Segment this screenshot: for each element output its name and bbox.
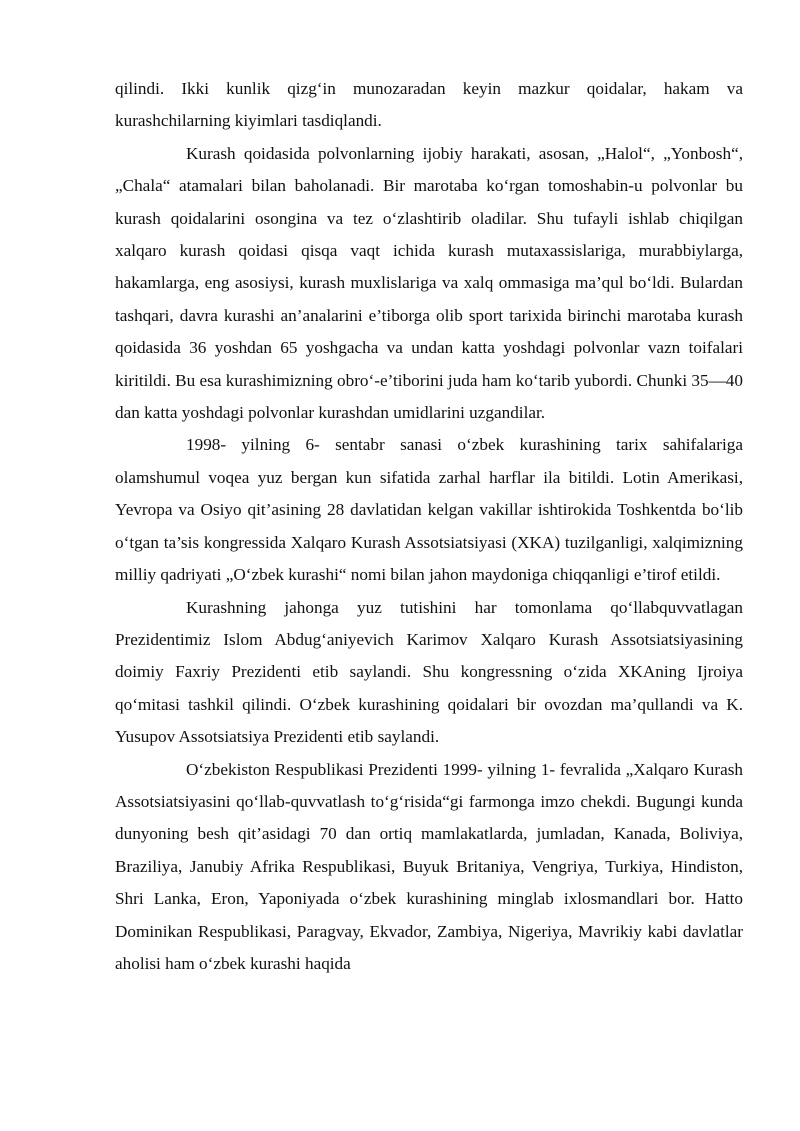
paragraph-4: Kurashning jahonga yuz tutishini har tomonlama qo‘llabquvvatlagan Prezidentimiz Islom Abdug‘aniyevich Karimov Xalqaro Kurash Assotsiatsiyasining doimiy Faxriy Prezidenti etib saylandi. Shu kongressning o‘zida XKAning Ijroiya qo‘mitasi tashkil qilindi. O‘zbek kurashining qoidalari bir ovozdan ma’qullandi va K. Yusupov Assotsiatsiya Prezidenti etib saylandi. xyxy=(115,597,743,747)
paragraph-3: 1998- yilning 6- sentabr sanasi o‘zbek kurashining tarix sahifalariga olamshumul voqea yuz bergan kun sifatida zarhal harflar ila bitildi. Lotin Amerikasi, Yevropa va Osiyo qit’asining 28 davlatidan kelgan vakillar ishtirokida Toshkentda bo‘lib o‘tgan ta’sis kongressida Xalqaro Kurash Assotsiatsiyasi (XKA) tuzilganligi, xalqimizning milliy qadriyati „O‘zbek kurashi“ nomi bilan jahon maydoniga chiqqanligi e’tirof etildi. xyxy=(115,435,743,585)
paragraph-2: Kurash qoidasida polvonlarning ijobiy harakati, asosan, „Halol“, „Yonbosh“, „Chala“ atamalari bilan baholanadi. Bir marotaba ko‘rgan tomoshabin-u polvonlar bu kurash qoidalarini osongina va tez o‘zlashtirib oladilar. Shu tufayli ishlab chiqilgan xalqaro kurash qoidasi qisqa vaqt ichida kurash mutaxassislariga, murabbiylarga, hakamlarga, eng asosiysi, kurash muxlislariga va xalq ommasiga ma’qul bo‘ldi. Bulardan tashqari, davra kurashi an’analarini e’tiborga olib sport tarixida birinchi marotaba kurash qoidasida 36 yoshdan 65 yoshgacha va undan katta yoshdagi polvonlar vazn toifalari kiritildi. Bu esa kurashimizning obro‘-e’tiborini juda ham ko‘tarib yubordi. Chunki 35—40 dan katta yoshdagi polvonlar kurashdan umidlarini uzgandilar. xyxy=(115,143,743,423)
document-page xyxy=(115,73,743,980)
paragraph-1: qilindi. Ikki kunlik qizg‘in munozaradan keyin mazkur qoidalar, hakam va kurashchilarning kiyimlari tasdiqlandi. xyxy=(115,79,743,131)
paragraph-5: O‘zbekiston Respublikasi Prezidenti 1999- yilning 1- fevralida „Xalqaro Kurash Assotsiatsiyasini qo‘llab-quvvatlash to‘g‘risida“gi farmonga imzo chekdi. Bugungi kunda dunyoning besh qit’asidagi 70 dan ortiq mamlakatlarda, jumladan, Kanada, Boliviya, Braziliya, Janubiy Afrika Respublikasi, Buyuk Britaniya, Vengriya, Turkiya, Hindiston, Shri Lanka, Eron, Yaponiyada o‘zbek kurashining minglab ixlosmandlari bor. Hatto Dominikan Respublikasi, Paragvay, Ekvador, Zambiya, Nigeriya, Mavrikiy kabi davlatlar aholisi ham o‘zbek kurashi haqida xyxy=(115,759,743,973)
